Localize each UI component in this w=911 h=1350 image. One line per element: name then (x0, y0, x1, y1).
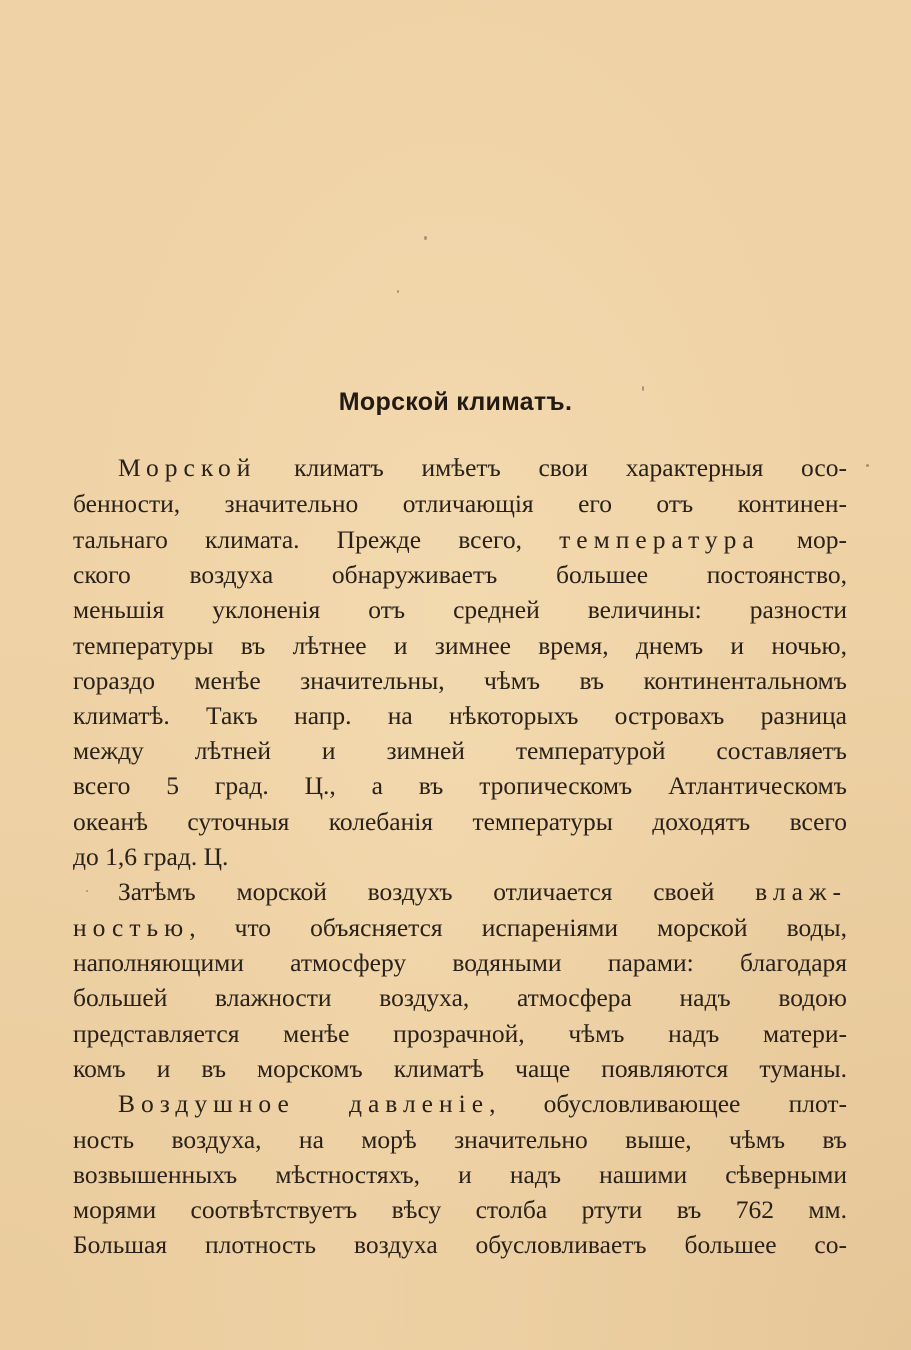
paper-speck (424, 236, 427, 240)
emphasis-text: влаж- (755, 877, 847, 906)
paper-speck (397, 290, 399, 293)
text-line: наполняющими атмосферу водяными парами: благодаря (73, 948, 847, 977)
text-line: бенности, значительно отличающія его отъ континен- (73, 489, 847, 518)
text-line: Большая плотность воздуха обусловливаетъ большее со- (73, 1230, 847, 1259)
text-line (73, 910, 847, 946)
emphasis-text: ностью (73, 913, 190, 942)
line-text: тальнаго климата. Прежде всего, (73, 525, 560, 554)
text-line: климатѣ. Такъ напр. на нѣкоторыхъ островахъ разница (73, 701, 847, 730)
text-line: всего 5 град. Ц., а въ тропическомъ Атлантическомъ (73, 771, 847, 800)
text-line: морями соотвѣтствуетъ вѣсу столба ртути въ 762 мм. (73, 1195, 847, 1224)
text-line: гораздо менѣе значительны, чѣмъ въ континентальномъ (73, 666, 847, 695)
text-line: меньшія уклоненія отъ средней величины: разности (73, 595, 847, 624)
line-text: климатъ имѣетъ свои характерныя осо- (256, 453, 847, 482)
paper-speck (86, 890, 88, 892)
line-text: мор- (759, 525, 847, 554)
line-text: , обусловливающее плот- (489, 1089, 847, 1118)
text-line (73, 522, 847, 558)
text-line: представляется менѣе прозрачной, чѣмъ надъ матери- (73, 1019, 847, 1048)
emphasis-text: Воздушное давленіе (118, 1089, 490, 1118)
text-line: температуры въ лѣтнее и зимнее время, днемъ и ночью, (73, 631, 847, 660)
text-line (118, 450, 847, 486)
paper-speck (866, 464, 869, 467)
text-line (118, 1086, 847, 1122)
emphasis-text: Морской (118, 453, 257, 482)
text-line: между лѣтней и зимней температурой составляетъ (73, 736, 847, 765)
text-line: возвышенныхъ мѣстностяхъ, и надъ нашими сѣверными (73, 1160, 847, 1189)
text-line (118, 874, 847, 910)
chapter-heading: Морской климатъ. (338, 388, 573, 416)
text-line: до 1,6 град. Ц. (73, 842, 229, 871)
emphasis-text: температура (559, 525, 760, 554)
text-line: ность воздуха, на морѣ значительно выше, чѣмъ въ (73, 1125, 847, 1154)
text-line: океанѣ суточныя колебанія температуры доходятъ всего (73, 807, 847, 836)
text-line: комъ и въ морскомъ климатѣ чаще появляются туманы. (73, 1054, 847, 1083)
line-text: Затѣмъ морской воздухъ отличается своей (118, 877, 756, 906)
text-line: большей влажности воздуха, атмосфера надъ водою (73, 983, 847, 1012)
text-line: ского воздуха обнаруживаетъ большее постоянство, (73, 560, 847, 589)
line-text: , что объясняется испареніями морской воды, (189, 913, 847, 942)
